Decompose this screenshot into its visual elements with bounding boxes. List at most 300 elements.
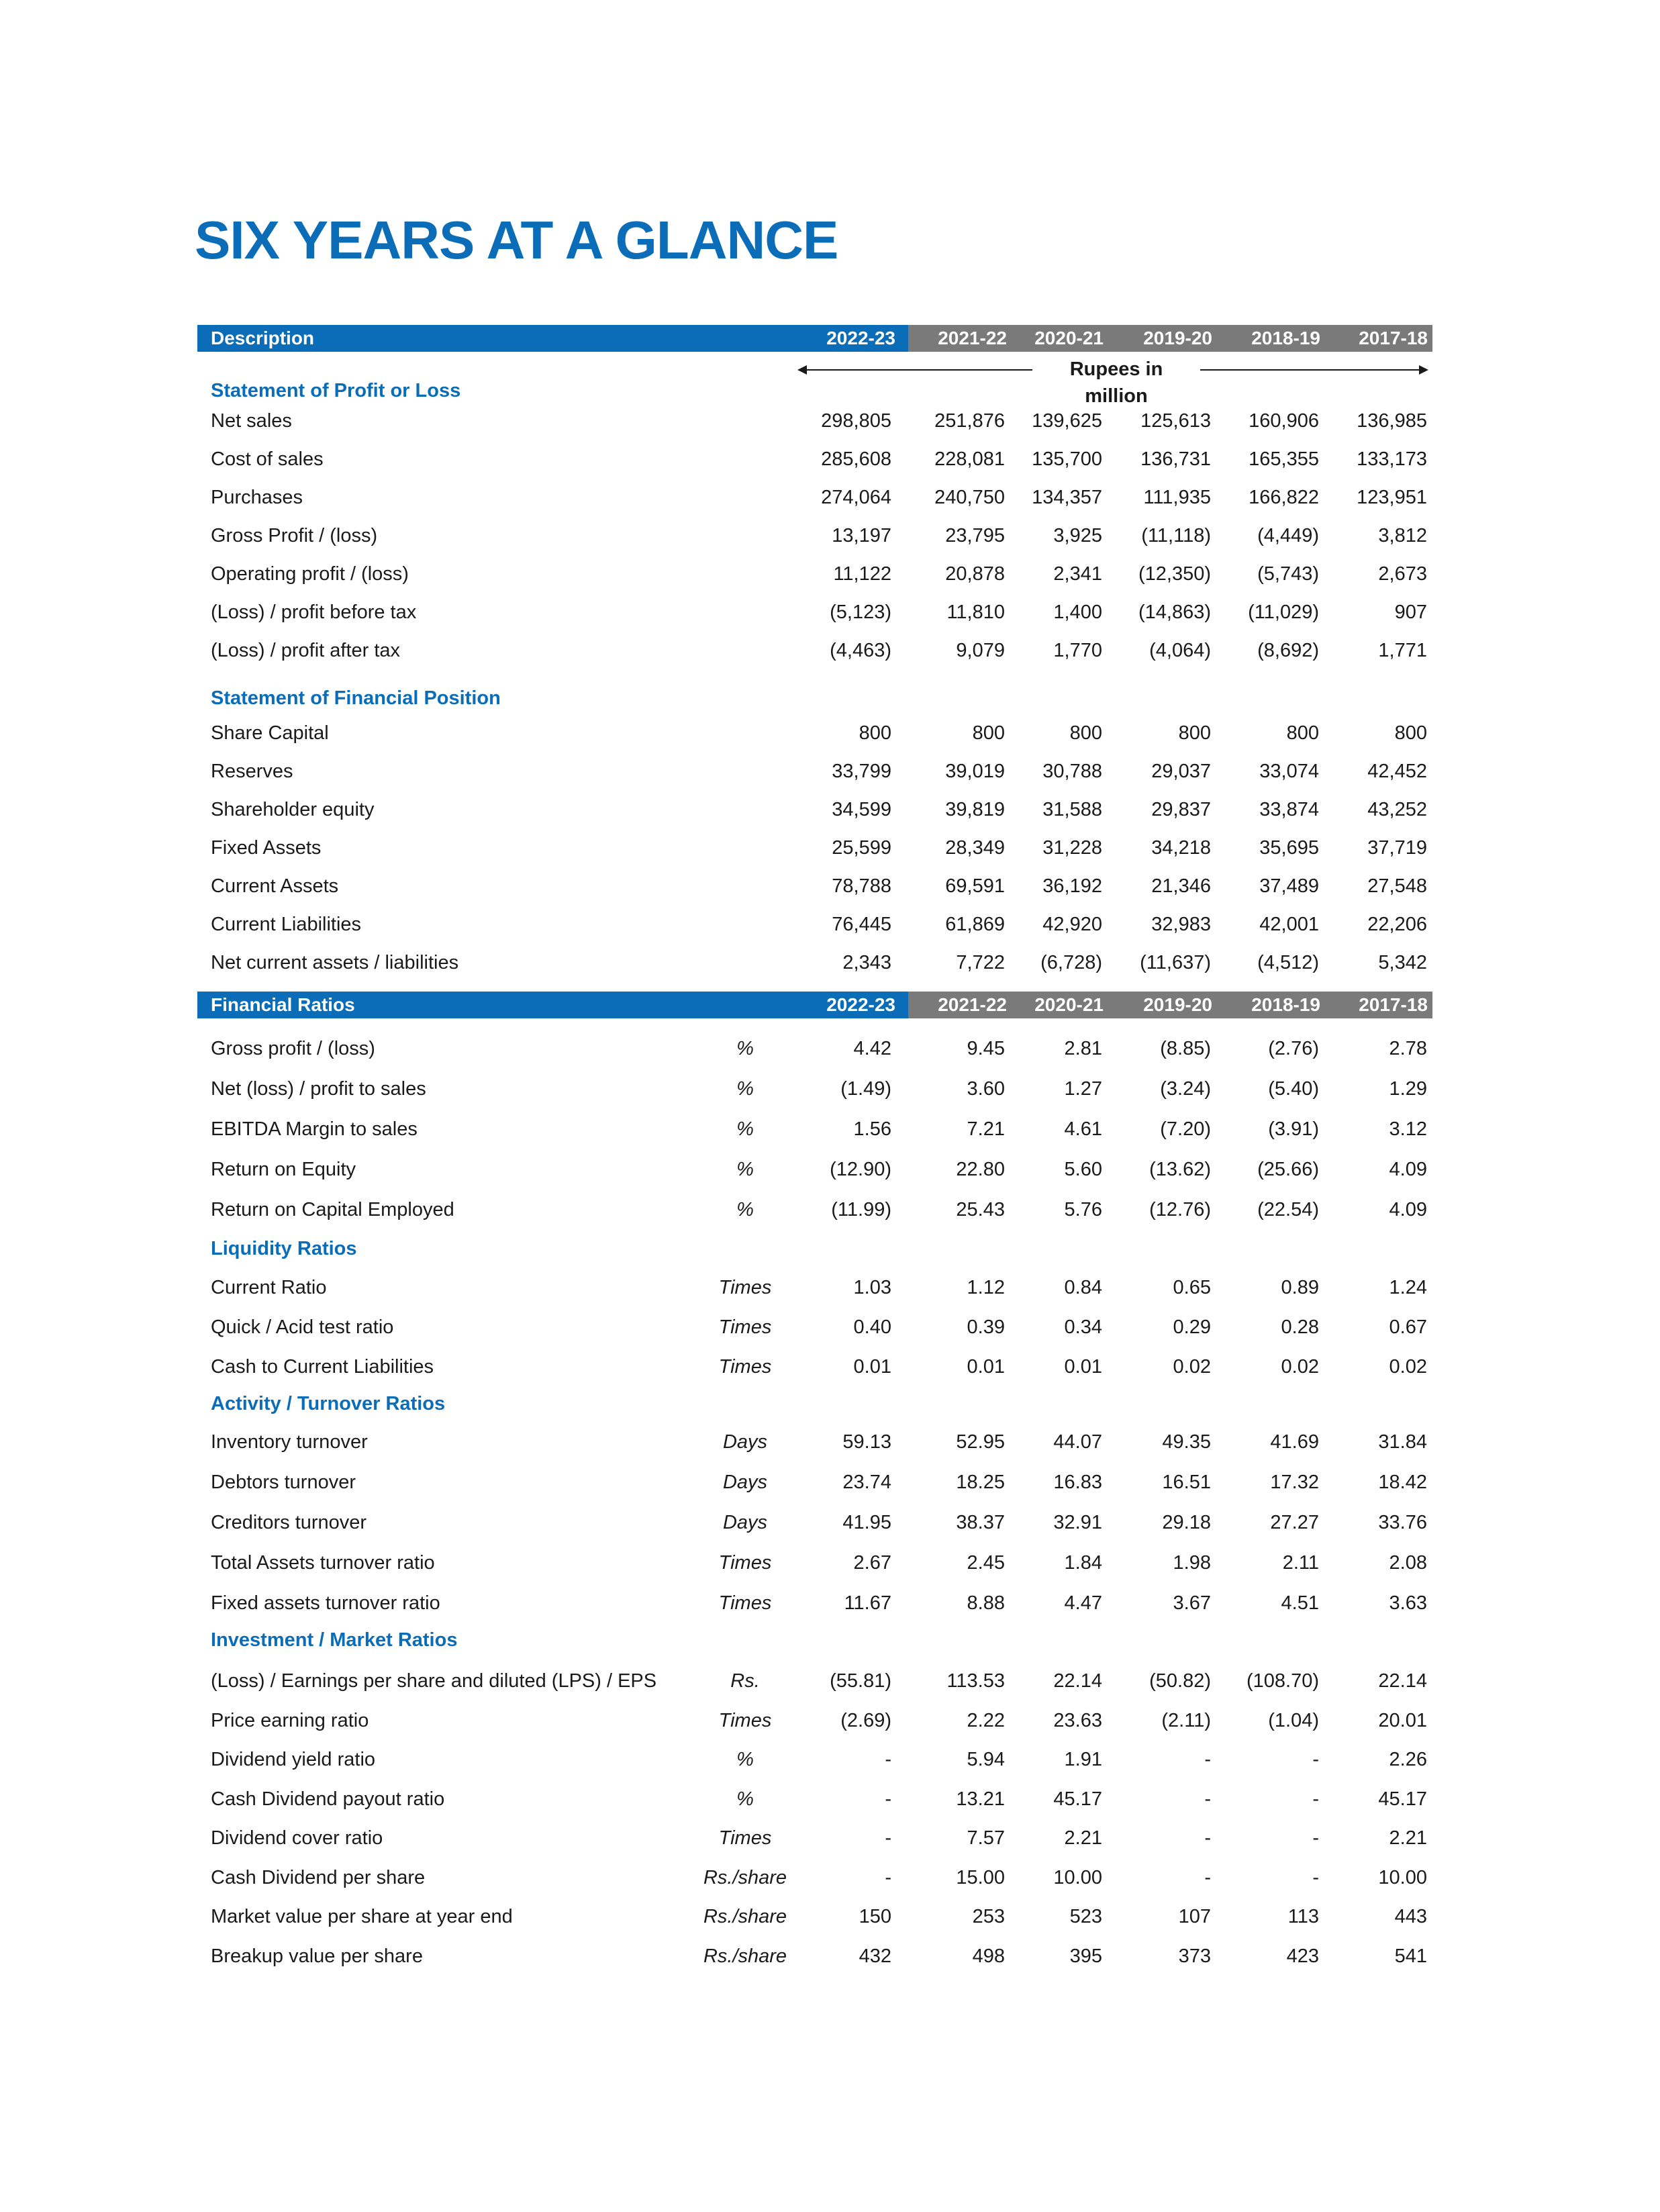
cell-value: 2.22 [967, 1709, 1005, 1731]
row-label: Current Liabilities [211, 914, 362, 935]
cell-value: 373 [1178, 1945, 1211, 1967]
cell-value: 1.27 [1064, 1078, 1102, 1100]
cell-value: 0.84 [1064, 1277, 1102, 1298]
cell-value: 33,799 [832, 761, 891, 782]
cell-value: 0.02 [1389, 1356, 1427, 1378]
cell-value: 107 [1178, 1906, 1211, 1927]
table-row [0, 592, 1660, 632]
cell-value: (50.82) [1149, 1670, 1211, 1692]
cell-value: 285,608 [821, 448, 891, 470]
cell-value: 31,588 [1042, 799, 1102, 820]
cell-value: 240,750 [934, 487, 1005, 508]
cell-value: 42,001 [1259, 914, 1319, 935]
year-header: 2021-22 [938, 328, 1007, 348]
cell-value: (1.49) [840, 1078, 891, 1100]
cell-value: 800 [859, 722, 891, 744]
cell-value: (2.69) [840, 1709, 891, 1731]
cell-value: 0.65 [1173, 1277, 1211, 1298]
row-unit: Times [718, 1552, 772, 1574]
cell-value: 8.88 [967, 1592, 1005, 1614]
table-row [0, 1739, 1660, 1780]
row-label: (Loss) / profit before tax [211, 602, 417, 623]
cell-value: 432 [859, 1945, 891, 1967]
year-header: 2019-20 [1143, 328, 1212, 348]
cell-value: 0.02 [1173, 1356, 1211, 1378]
row-label: Shareholder equity [211, 799, 375, 820]
table-row [0, 1267, 1660, 1308]
cell-value: 15.00 [956, 1866, 1005, 1888]
cell-value: 28,349 [945, 837, 1005, 859]
cell-value: 907 [1394, 602, 1427, 623]
cell-value: 23.63 [1053, 1709, 1102, 1731]
table-row [0, 401, 1660, 441]
cell-value: 41.95 [842, 1512, 891, 1533]
cell-value: 41.69 [1270, 1431, 1319, 1453]
cell-value: 423 [1286, 1945, 1319, 1967]
row-unit: Days [722, 1431, 768, 1453]
cell-value: 0.01 [1064, 1356, 1102, 1378]
cell-value: 23,795 [945, 525, 1005, 546]
cell-value: 160,906 [1249, 410, 1319, 432]
cell-value: 111,935 [1143, 487, 1211, 508]
cell-value: 7.57 [967, 1827, 1005, 1849]
row-label: EBITDA Margin to sales [211, 1118, 418, 1140]
cell-value: 1.98 [1173, 1552, 1211, 1574]
cell-value: 0.01 [967, 1356, 1005, 1378]
page-title: SIX YEARS AT A GLANCE [195, 210, 838, 270]
section-heading-profit-loss: Statement of Profit or Loss [211, 380, 461, 401]
cell-value: 29.18 [1162, 1512, 1211, 1533]
row-label: Cash Dividend per share [211, 1866, 426, 1888]
cell-value: 37,719 [1367, 837, 1427, 859]
cell-value: 69,591 [945, 875, 1005, 897]
cell-value: 2.81 [1064, 1038, 1102, 1059]
cell-value: (11,029) [1248, 602, 1319, 623]
cell-value: 251,876 [934, 410, 1005, 432]
table-row [0, 1896, 1660, 1937]
cell-value: 13.21 [956, 1788, 1005, 1810]
table-row [0, 1109, 1660, 1149]
cell-value: 2,673 [1378, 563, 1427, 585]
table-row [0, 1422, 1660, 1462]
cell-value: 9.45 [967, 1038, 1005, 1059]
cell-value: 78,788 [832, 875, 891, 897]
table-row [0, 1661, 1660, 1701]
cell-value: 0.28 [1281, 1316, 1319, 1338]
cell-value: 34,599 [832, 799, 891, 820]
row-label: Gross profit / (loss) [211, 1038, 375, 1059]
table-row [0, 1779, 1660, 1819]
table-row [0, 751, 1660, 791]
row-unit: Times [718, 1356, 772, 1378]
cell-value: 0.02 [1281, 1356, 1319, 1378]
cell-value: (4,064) [1149, 640, 1211, 661]
row-unit: Rs./share [703, 1945, 787, 1967]
section-heading-liquidity: Liquidity Ratios [211, 1238, 357, 1259]
row-label: Fixed assets turnover ratio [211, 1592, 440, 1614]
cell-value: 1.56 [853, 1118, 891, 1140]
cell-value: (5,123) [830, 602, 891, 623]
cell-value: 541 [1394, 1945, 1427, 1967]
year-header: 2021-22 [938, 994, 1007, 1015]
row-label: Fixed Assets [211, 837, 322, 859]
row-unit: % [736, 1159, 754, 1180]
cell-value: (4,449) [1257, 525, 1319, 546]
cell-value: 3.60 [967, 1078, 1005, 1100]
cell-value: 16.51 [1162, 1472, 1211, 1493]
section-heading-activity: Activity / Turnover Ratios [211, 1393, 446, 1414]
cell-value: 3,812 [1378, 525, 1427, 546]
cell-value: 2.11 [1282, 1552, 1319, 1574]
cell-value: 33.76 [1378, 1512, 1427, 1533]
cell-value: 29,037 [1151, 761, 1211, 782]
cell-value: 38.37 [956, 1512, 1005, 1533]
cell-value: 23.74 [842, 1472, 891, 1493]
cell-value: 39,019 [945, 761, 1005, 782]
cell-value: 18.42 [1378, 1472, 1427, 1493]
cell-value: 4.09 [1389, 1159, 1427, 1180]
row-label: Operating profit / (loss) [211, 563, 409, 585]
cell-value: (3.24) [1160, 1078, 1211, 1100]
cell-value: - [1204, 1866, 1211, 1888]
table-row [0, 1700, 1660, 1741]
cell-value: 31,228 [1042, 837, 1102, 859]
cell-value: 165,355 [1249, 448, 1319, 470]
section-heading-financial-position: Statement of Financial Position [211, 687, 501, 709]
cell-value: 298,805 [821, 410, 891, 432]
row-unit: % [736, 1038, 754, 1059]
cell-value: 76,445 [832, 914, 891, 935]
cell-value: 22.80 [956, 1159, 1005, 1180]
cell-value: 0.29 [1173, 1316, 1211, 1338]
cell-value: 13,197 [832, 525, 891, 546]
cell-value: 32,983 [1151, 914, 1211, 935]
table-row [0, 1307, 1660, 1347]
cell-value: 4.47 [1064, 1592, 1102, 1614]
row-unit: Rs./share [703, 1866, 787, 1888]
cell-value: 36,192 [1042, 875, 1102, 897]
ratios-header: Financial Ratios [211, 994, 355, 1015]
cell-value: 498 [972, 1945, 1005, 1967]
table-row [0, 1190, 1660, 1230]
row-unit: % [736, 1078, 754, 1100]
ratios-header-band [197, 992, 1432, 1018]
cell-value: 1.91 [1064, 1749, 1102, 1770]
cell-value: (25.66) [1257, 1159, 1319, 1180]
cell-value: 274,064 [821, 487, 891, 508]
cell-value: 33,874 [1259, 799, 1319, 820]
cell-value: 113 [1287, 1906, 1319, 1927]
row-label: Dividend yield ratio [211, 1749, 376, 1770]
cell-value: 11.67 [844, 1592, 891, 1614]
cell-value: 136,731 [1140, 448, 1211, 470]
cell-value: (1.04) [1268, 1709, 1319, 1731]
cell-value: - [1204, 1788, 1211, 1810]
table-row [0, 1462, 1660, 1502]
year-header: 2022-23 [826, 994, 895, 1015]
cell-value: - [1312, 1788, 1319, 1810]
cell-value: 59.13 [842, 1431, 891, 1453]
cell-value: 45.17 [1053, 1788, 1102, 1810]
cell-value: 10.00 [1053, 1866, 1102, 1888]
cell-value: 45.17 [1378, 1788, 1427, 1810]
cell-value: 30,788 [1042, 761, 1102, 782]
cell-value: 395 [1069, 1945, 1102, 1967]
cell-value: 11,810 [946, 602, 1005, 623]
cell-value: (11,118) [1141, 525, 1211, 546]
cell-value: 11,122 [833, 563, 891, 585]
cell-value: 4.51 [1281, 1592, 1319, 1614]
cell-value: (14,863) [1138, 602, 1211, 623]
cell-value: (22.54) [1257, 1199, 1319, 1220]
cell-value: 0.67 [1389, 1316, 1427, 1338]
cell-value: 5.94 [967, 1749, 1005, 1770]
cell-value: 32.91 [1053, 1512, 1102, 1533]
cell-value: 1.24 [1389, 1277, 1427, 1298]
table-row [0, 1502, 1660, 1543]
cell-value: 133,173 [1357, 448, 1427, 470]
cell-value: 0.34 [1064, 1316, 1102, 1338]
cell-value: - [1312, 1866, 1319, 1888]
table-row [0, 1028, 1660, 1069]
year-header: 2017-18 [1359, 994, 1428, 1015]
cell-value: 20.01 [1378, 1709, 1427, 1731]
year-header: 2019-20 [1143, 994, 1212, 1015]
row-label: Breakup value per share [211, 1945, 423, 1967]
cell-value: 800 [1286, 722, 1319, 744]
cell-value: 16.83 [1053, 1472, 1102, 1493]
table-row [0, 1583, 1660, 1623]
cell-value: 1.12 [967, 1277, 1005, 1298]
cell-value: 3.63 [1389, 1592, 1427, 1614]
cell-value: 44.07 [1053, 1431, 1102, 1453]
cell-value: (8.85) [1160, 1038, 1211, 1059]
cell-value: (12.90) [830, 1159, 891, 1180]
cell-value: 2,341 [1053, 563, 1102, 585]
row-unit: Days [722, 1472, 768, 1493]
row-label: Cash to Current Liabilities [211, 1356, 434, 1378]
cell-value: 21,346 [1151, 875, 1211, 897]
cell-value: 39,819 [945, 799, 1005, 820]
cell-value: 4.09 [1389, 1199, 1427, 1220]
year-header: 2017-18 [1359, 328, 1428, 348]
row-label: Price earning ratio [211, 1709, 369, 1731]
row-unit: Times [718, 1592, 772, 1614]
row-label: Market value per share at year end [211, 1906, 513, 1927]
cell-value: - [1312, 1827, 1319, 1849]
table-row [0, 1149, 1660, 1190]
cell-value: (11.99) [831, 1199, 891, 1220]
cell-value: 42,452 [1367, 761, 1427, 782]
cell-value: (2.76) [1268, 1038, 1319, 1059]
cell-value: 800 [1394, 722, 1427, 744]
cell-value: 34,218 [1151, 837, 1211, 859]
row-label: Net sales [211, 410, 292, 432]
cell-value: 61,869 [945, 914, 1005, 935]
row-label: Inventory turnover [211, 1431, 368, 1453]
year-header: 2020-21 [1034, 328, 1104, 348]
cell-value: 2.21 [1389, 1827, 1427, 1849]
cell-value: 113.53 [946, 1670, 1005, 1692]
row-label: Total Assets turnover ratio [211, 1552, 435, 1574]
table-header-band [197, 325, 1432, 352]
table-row [0, 1936, 1660, 1976]
table-row [0, 943, 1660, 983]
cell-value: (5,743) [1257, 563, 1319, 585]
row-unit: % [736, 1199, 754, 1220]
row-label: Purchases [211, 487, 303, 508]
row-label: Gross Profit / (loss) [211, 525, 378, 546]
row-unit: % [736, 1118, 754, 1140]
cell-value: (4,463) [830, 640, 891, 661]
row-label: Creditors turnover [211, 1512, 367, 1533]
cell-value: 2.78 [1389, 1038, 1427, 1059]
cell-value: 2.21 [1064, 1827, 1102, 1849]
cell-value: (13.62) [1149, 1159, 1211, 1180]
section-heading-investment: Investment / Market Ratios [211, 1629, 458, 1651]
cell-value: 228,081 [934, 448, 1005, 470]
cell-value: 29,837 [1151, 799, 1211, 820]
table-row [0, 477, 1660, 518]
cell-value: 7.21 [967, 1118, 1005, 1140]
cell-value: 22,206 [1367, 914, 1427, 935]
cell-value: 0.39 [967, 1316, 1005, 1338]
cell-value: (55.81) [830, 1670, 891, 1692]
cell-value: (12,350) [1138, 563, 1211, 585]
row-unit: Rs. [730, 1670, 760, 1692]
cell-value: 139,625 [1032, 410, 1102, 432]
table-row [0, 866, 1660, 906]
cell-value: 1.03 [853, 1277, 891, 1298]
cell-value: 1,400 [1053, 602, 1102, 623]
cell-value: - [885, 1788, 891, 1810]
cell-value: 5,342 [1378, 952, 1427, 973]
currency-note [797, 356, 1428, 407]
description-header: Description [211, 328, 315, 348]
cell-value: 2.67 [853, 1552, 891, 1574]
table-row [0, 439, 1660, 479]
cell-value: - [1204, 1827, 1211, 1849]
cell-value: 123,951 [1357, 487, 1427, 508]
row-label: Current Assets [211, 875, 339, 897]
row-label: Share Capital [211, 722, 329, 744]
cell-value: 523 [1069, 1906, 1102, 1927]
cell-value: 25,599 [832, 837, 891, 859]
cell-value: 443 [1394, 1906, 1427, 1927]
cell-value: 1,771 [1378, 640, 1427, 661]
cell-value: (11,637) [1140, 952, 1211, 973]
cell-value: (108.70) [1246, 1670, 1319, 1692]
cell-value: 3,925 [1053, 525, 1102, 546]
cell-value: 800 [1178, 722, 1211, 744]
cell-value: (2.11) [1161, 1709, 1211, 1731]
cell-value: 5.76 [1064, 1199, 1102, 1220]
cell-value: 37,489 [1259, 875, 1319, 897]
table-row [0, 713, 1660, 753]
cell-value: 134,357 [1032, 487, 1102, 508]
cell-value: 2,343 [842, 952, 891, 973]
cell-value: 2.45 [967, 1552, 1005, 1574]
currency-note-text: Rupees in million [1069, 358, 1163, 407]
cell-value: (5.40) [1268, 1078, 1319, 1100]
table-row [0, 1347, 1660, 1387]
year-header: 2018-19 [1251, 994, 1320, 1015]
cell-value: 800 [972, 722, 1005, 744]
row-label: Cost of sales [211, 448, 324, 470]
cell-value: - [1204, 1749, 1211, 1770]
cell-value: 1.84 [1064, 1552, 1102, 1574]
cell-value: 800 [1069, 722, 1102, 744]
row-label: Dividend cover ratio [211, 1827, 383, 1849]
cell-value: 0.01 [853, 1356, 891, 1378]
row-unit: Times [718, 1277, 772, 1298]
cell-value: - [1312, 1749, 1319, 1770]
cell-value: 18.25 [956, 1472, 1005, 1493]
row-label: Net (loss) / profit to sales [211, 1078, 426, 1100]
cell-value: (4,512) [1257, 952, 1319, 973]
cell-value: (3.91) [1268, 1118, 1319, 1140]
table-row [0, 1818, 1660, 1858]
cell-value: (12.76) [1149, 1199, 1211, 1220]
cell-value: 4.61 [1064, 1118, 1102, 1140]
cell-value: 17.32 [1270, 1472, 1319, 1493]
cell-value: 5.60 [1064, 1159, 1102, 1180]
cell-value: 9,079 [956, 640, 1005, 661]
row-label: Return on Capital Employed [211, 1199, 454, 1220]
table-row [0, 554, 1660, 594]
cell-value: 253 [972, 1906, 1005, 1927]
cell-value: 1.29 [1389, 1078, 1427, 1100]
row-unit: Times [718, 1316, 772, 1338]
row-unit: Times [718, 1709, 772, 1731]
cell-value: 31.84 [1378, 1431, 1427, 1453]
cell-value: 25.43 [956, 1199, 1005, 1220]
table-row [0, 1543, 1660, 1583]
cell-value: 49.35 [1162, 1431, 1211, 1453]
table-row [0, 789, 1660, 830]
row-label: Net current assets / liabilities [211, 952, 459, 973]
cell-value: 7,722 [956, 952, 1005, 973]
cell-value: (7.20) [1160, 1118, 1211, 1140]
row-label: Return on Equity [211, 1159, 356, 1180]
table-row [0, 828, 1660, 868]
year-header: 2022-23 [826, 328, 895, 348]
cell-value: 2.26 [1389, 1749, 1427, 1770]
cell-value: (8,692) [1257, 640, 1319, 661]
cell-value: 52.95 [956, 1431, 1005, 1453]
cell-value: - [885, 1749, 891, 1770]
row-label: Quick / Acid test ratio [211, 1316, 394, 1338]
row-label: (Loss) / Earnings per share and diluted (LPS) / EPS [211, 1670, 657, 1692]
table-row [0, 1069, 1660, 1109]
cell-value: 22.14 [1378, 1670, 1427, 1692]
year-header: 2018-19 [1251, 328, 1320, 348]
row-unit: % [736, 1788, 754, 1810]
cell-value: 27,548 [1367, 875, 1427, 897]
cell-value: 1,770 [1053, 640, 1102, 661]
cell-value: 10.00 [1378, 1866, 1427, 1888]
cell-value: 150 [859, 1906, 891, 1927]
table-row [0, 1858, 1660, 1898]
row-unit: % [736, 1749, 754, 1770]
row-label: Debtors turnover [211, 1472, 356, 1493]
cell-value: 3.12 [1389, 1118, 1427, 1140]
row-unit: Rs./share [703, 1906, 787, 1927]
cell-value: 22.14 [1053, 1670, 1102, 1692]
cell-value: (6,728) [1040, 952, 1102, 973]
cell-value: 35,695 [1259, 837, 1319, 859]
year-header: 2020-21 [1034, 994, 1104, 1015]
